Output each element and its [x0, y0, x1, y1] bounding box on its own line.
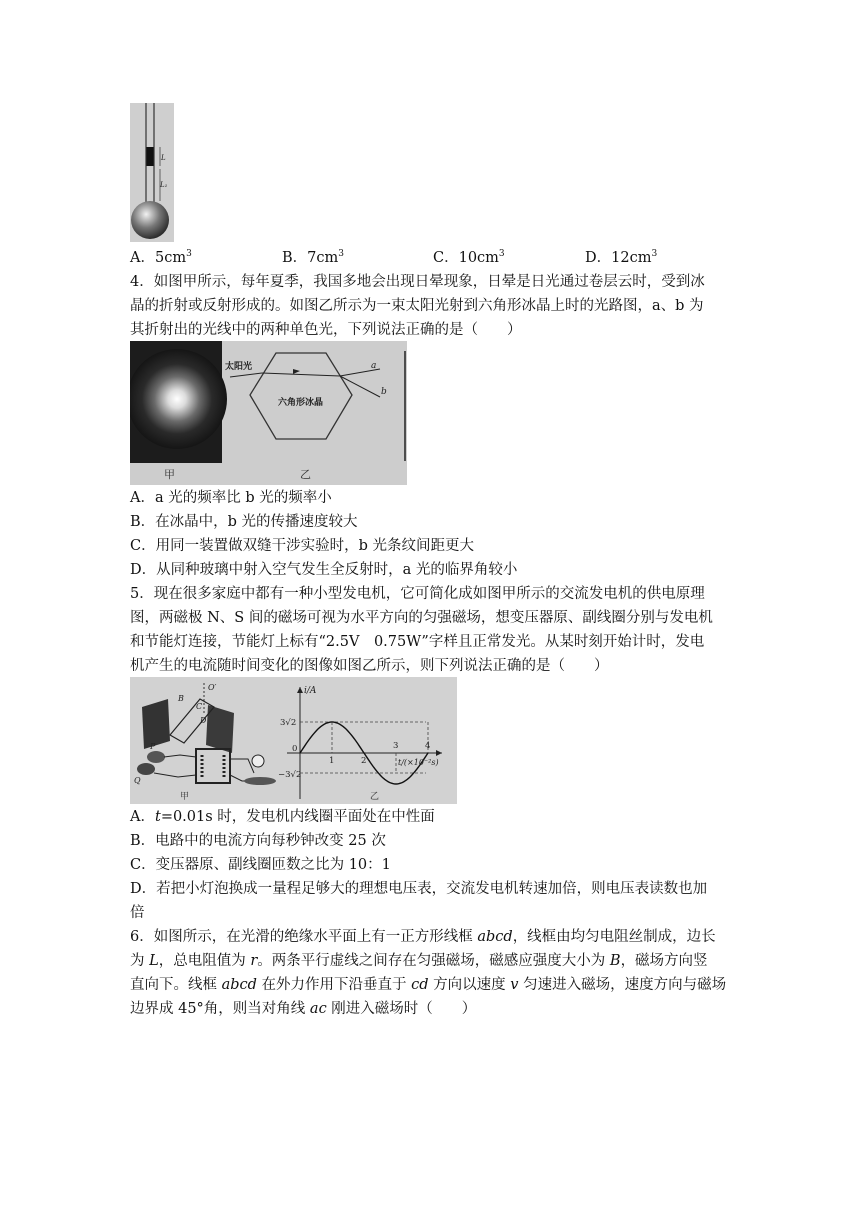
q4-option-d[interactable]: D．从同种玻璃中射入空气发生全反射时，a 光的临界角较小 [130, 562, 518, 578]
q5-stem-line-2: 图，两磁极 N、S 间的磁场可视为水平方向的匀强磁场，想变压器原、副线圈分别与发电机 [130, 610, 713, 626]
svg-text:乙: 乙 [370, 792, 380, 802]
bulb [131, 201, 169, 239]
q6-stem-line-3: 直向下。线框 abcd 在外力作用下沿垂直于 cd 方向以速度 v 匀速进入磁场，速度方向与磁场 [130, 977, 727, 993]
t-tick-3: 3 [393, 741, 399, 751]
slip-ring-p [147, 751, 165, 763]
q3-option-b[interactable]: B．$7cm^3$ [282, 249, 344, 266]
q4-option-c[interactable]: C．用同一装置做双缝干涉实验时，b 光条纹间距更大 [130, 538, 474, 554]
caption-yi: 乙 [300, 468, 311, 481]
label-a: a [371, 361, 377, 371]
magnet-n [142, 699, 170, 749]
svg-text:C: C [196, 702, 203, 711]
t-tick-2: 2 [361, 756, 367, 766]
q6-stem-line-2: 为 L，总电阻值为 r。两条平行虚线之间存在匀强磁场，磁感应强度大小为 B，磁场方向竖 [130, 953, 708, 969]
y-top-tick: 3√2 [280, 718, 297, 728]
q3-figure [130, 103, 174, 242]
svg-text:O′: O′ [208, 683, 217, 692]
lamp-bulb [252, 755, 264, 767]
svg-text:P: P [150, 742, 156, 751]
label-l1: L₁ [160, 181, 168, 189]
y-bottom-tick: −3√2 [278, 770, 302, 780]
sun-halo [130, 349, 227, 449]
svg-text:D: D [200, 716, 207, 725]
q5-option-d[interactable]: D．若把小灯泡换成一量程足够大的理想电压表，交流发电机转速加倍，则电压表读数也加 [130, 881, 708, 897]
q3-option-d[interactable]: D．$12cm^3$ [585, 249, 658, 266]
mercury-column [147, 147, 154, 166]
svg-text:甲: 甲 [180, 792, 190, 802]
lamp-base [244, 777, 276, 785]
label-crystal: 六角形冰晶 [278, 398, 324, 408]
ylabel: i/A [304, 686, 317, 696]
tube-bulb-diagram [130, 103, 174, 242]
q5-stem-line-4: 机产生的电流随时间变化的图像如图乙所示，则下列说法正确的是（ ） [130, 658, 609, 674]
q5-stem-line-1: 5．现在很多家庭中都有一种小型发电机，它可简化成如图甲所示的交流发电机的供电原理 [130, 586, 705, 602]
svg-text:B: B [178, 694, 184, 703]
q4-stem-line-1: 4．如图甲所示，每年夏季，我国多地会出现日晕现象，日晕是日光通过卷层云时，受到冰 [130, 274, 705, 290]
q6-stem-line-4: 边界成 45°角，则当对角线 ac 刚进入磁场时（ ） [130, 1001, 477, 1017]
generator-diagram [130, 677, 457, 804]
q3-option-a[interactable]: A．$5cm^3$ [130, 249, 192, 266]
xlabel: t/(×10⁻²s) [398, 758, 439, 767]
label-l: L [161, 154, 166, 162]
label-b: b [381, 387, 387, 397]
q5-figure [130, 677, 457, 804]
caption-jia: 甲 [164, 468, 175, 481]
t-tick-4: 4 [425, 741, 431, 751]
q5-option-d-continuation: 倍 [130, 905, 145, 921]
q3-option-c[interactable]: C．$10cm^3$ [433, 249, 505, 266]
q3-options [130, 246, 730, 270]
q4-figure [130, 341, 407, 485]
q5-stem-line-3: 和节能灯连接，节能灯上标有“2.5V 0.75W”字样且正常发光。从某时刻开始计时，发电 [130, 634, 705, 650]
q5-option-a[interactable]: A．t=0.01s 时，发电机内线圈平面处在中性面 [130, 809, 435, 825]
slip-ring-q [137, 763, 155, 775]
q4-stem-line-2: 晶的折射或反射形成的。如图乙所示为一束太阳光射到六角形冰晶上时的光路图，a、b 为 [130, 298, 704, 314]
q4-stem-line-3: 其折射出的光线中的两种单色光，下列说法正确的是（ ） [130, 322, 522, 338]
q6-stem-line-1: 6．如图所示，在光滑的绝缘水平面上有一正方形线框 abcd，线框由均匀电阻丝制成，边长 [130, 929, 716, 945]
q4-option-b[interactable]: B．在冰晶中，b 光的传播速度较大 [130, 514, 358, 530]
q4-option-a[interactable]: A．a 光的频率比 b 光的频率小 [130, 490, 332, 506]
q5-option-c[interactable]: C．变压器原、副线圈匝数之比为 10：1 [130, 857, 391, 873]
t-tick-1: 1 [329, 756, 335, 766]
halo-ice-crystal-diagram [130, 341, 407, 485]
label-sunlight: 太阳光 [225, 362, 253, 372]
svg-text:Q: Q [134, 776, 141, 785]
y-zero-tick: 0 [292, 744, 298, 754]
q5-option-b[interactable]: B．电路中的电流方向每秒钟改变 25 次 [130, 833, 386, 849]
